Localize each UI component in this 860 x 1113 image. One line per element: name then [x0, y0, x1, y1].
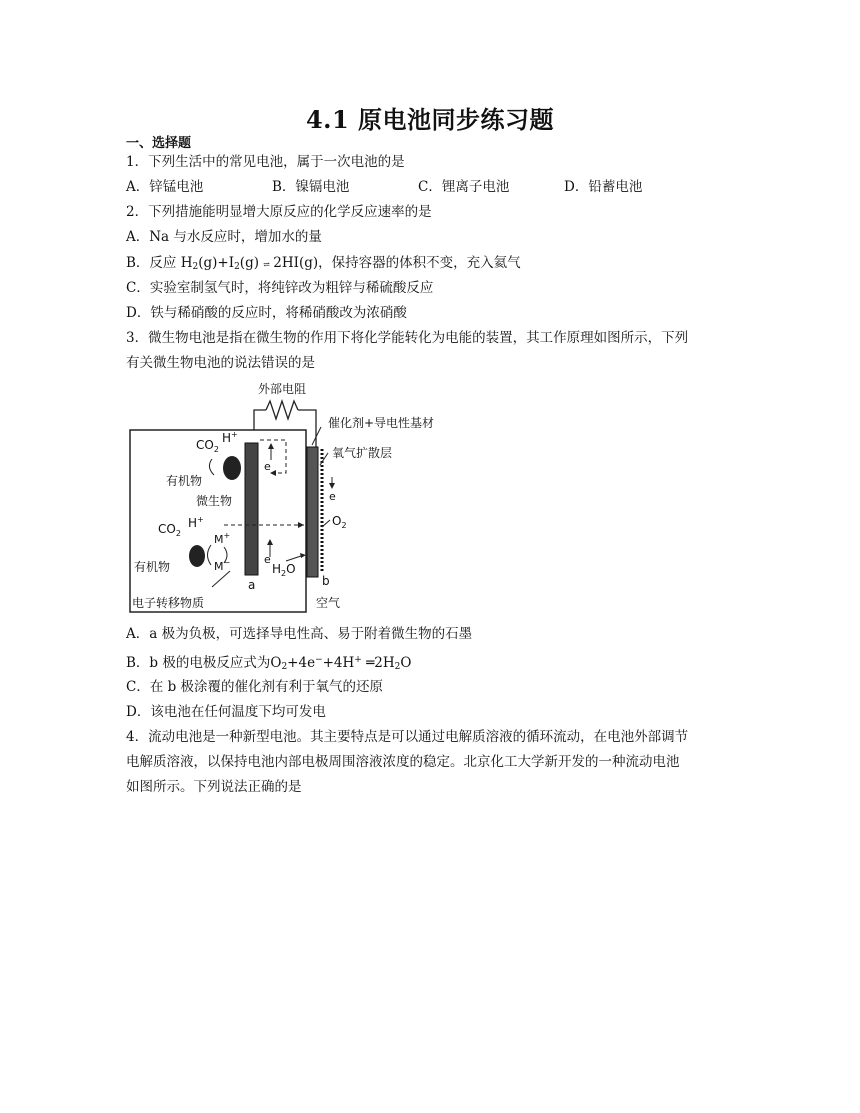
electron-transfer-label: 电子转移物质	[132, 596, 205, 610]
svg-text:e: e	[329, 490, 336, 503]
question-3-stem-line2: 有关微生物电池的说法错误的是	[126, 355, 315, 371]
o2-label: $O_2$	[332, 514, 347, 530]
air-label: 空气	[316, 596, 341, 610]
h2o-label: $H_2O$	[272, 562, 296, 578]
microbial-cell-diagram	[126, 375, 435, 615]
question-4-line1: 4．流动电池是一种新型电池。其主要特点是可以通过电解质溶液的循环流动，在电池外部调节	[126, 729, 689, 745]
q1-option-c: C．锂离子电池	[418, 179, 510, 195]
svg-text:M+: M+	[214, 531, 231, 546]
diffusion-layer-label: 氧气扩散层	[332, 446, 393, 460]
q2-option-d: D．铁与稀硝酸的反应时，将稀硝酸改为浓硝酸	[126, 305, 407, 321]
microbe-icon-top	[223, 456, 241, 480]
page-title: 4.1 原电池同步练习题	[305, 105, 555, 134]
electrode-b	[307, 447, 318, 577]
question-2-stem: 2．下列措施能明显增大原反应的化学反应速率的是	[126, 204, 432, 220]
electrode-a-label: a	[248, 578, 256, 592]
question-4-line2: 电解质溶液，以保持电池内部电极周围溶液浓度的稳定。北京化工大学新开发的一种流动电池	[126, 754, 680, 770]
resistor-label: 外部电阻	[258, 382, 307, 396]
organic-label-bottom: 有机物	[134, 560, 171, 574]
organic-label-top: 有机物	[166, 474, 203, 488]
q1-option-d: D．铅蓄电池	[564, 179, 643, 195]
q2-option-c: C．实验室制氢气时，将纯锌改为粗锌与稀硫酸反应	[126, 280, 434, 296]
q1-option-a: A．锌锰电池	[126, 179, 204, 195]
electrode-a	[245, 443, 258, 575]
q1-option-b: B．镍镉电池	[272, 179, 350, 195]
q2-option-b: B．反应 $H_2(g)+I_2(g)$ ⇌ 2HI(g)，保持容器的体积不变，充入氦气	[126, 255, 521, 272]
question-3-stem-line1: 3．微生物电池是指在微生物的作用下将化学能转化为电能的装置，其工作原理如图所示，下列	[126, 330, 689, 346]
microbe-icon-bottom	[189, 545, 205, 567]
q3-option-b: B．b 极的电极反应式为$O_2+4e^-+4H^+$ $═2H_2O$	[126, 655, 412, 672]
svg-text:M−: M−	[214, 558, 231, 573]
section-heading: 一、选择题	[126, 136, 192, 151]
q3-option-d: D．该电池在任何温度下均可发电	[126, 704, 326, 720]
microbe-label: 微生物	[196, 494, 233, 508]
question-1-options	[126, 177, 746, 197]
h-plus-top: H+	[222, 430, 238, 445]
svg-text:e: e	[264, 460, 271, 473]
q3-option-c: C．在 b 极涂覆的催化剂有利于氧气的还原	[126, 679, 384, 695]
h-plus-bottom: H+	[188, 515, 204, 530]
electrode-b-label: b	[322, 574, 330, 588]
co2-top: $CO_2$	[196, 438, 219, 454]
catalyst-label: 催化剂+导电性基材	[328, 416, 435, 430]
svg-text:e: e	[264, 553, 271, 566]
q2-option-a: A．Na 与水反应时，增加水的量	[126, 229, 322, 245]
equilibrium-arrow-icon: ⇌	[263, 260, 269, 269]
q3-option-a: A．a 极为负极，可选择导电性高、易于附着微生物的石墨	[126, 626, 473, 642]
cell-container	[130, 430, 306, 612]
question-1-stem: 1．下列生活中的常见电池，属于一次电池的是	[126, 154, 405, 170]
co2-bottom: $CO_2$	[158, 522, 181, 538]
resistor-icon	[266, 401, 298, 419]
question-4-line3: 如图所示。下列说法正确的是	[126, 779, 302, 795]
